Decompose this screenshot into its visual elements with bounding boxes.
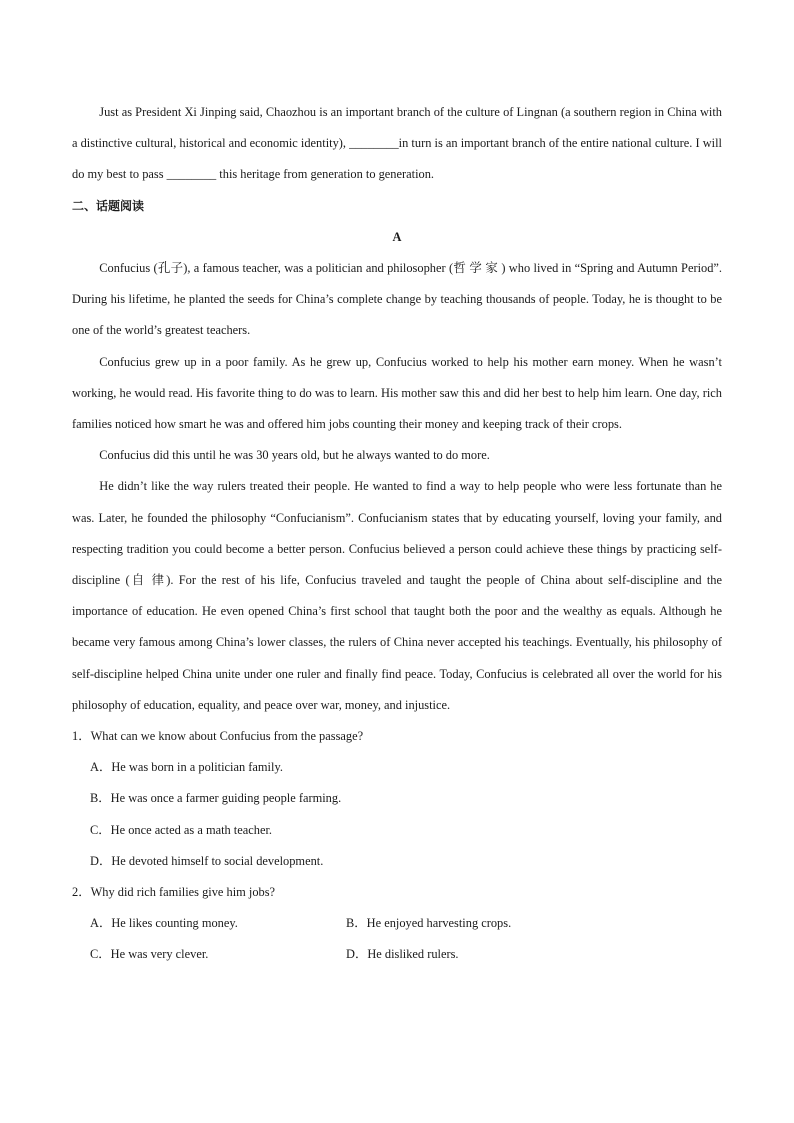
passage-paragraph: Confucius (孔子), a famous teacher, was a politician and philosopher (哲 学 家 ) who lived in “Spring and Autumn Period”. During his lifetime, he planted the seeds for China’s complete change by teaching thousands of people. Today, he is thought to be one of the world’s greatest teachers. (72, 261, 722, 338)
question-2-option-row (90, 939, 722, 970)
question-1-option-b[interactable]: B．He was once a farmer guiding people farming. (90, 791, 342, 806)
question-1-option-a[interactable]: A．He was born in a politician family. (90, 760, 283, 775)
question-2-stem: 2．Why did rich families give him jobs? (72, 885, 276, 900)
question-2-option-c[interactable]: C．He was very clever. (90, 947, 209, 962)
question-1-option-d[interactable]: D．He devoted himself to social development. (90, 853, 324, 868)
passage-paragraph: He didn’t like the way rulers treated their people. He wanted to find a way to help people who were less fortunate than he was. Later, he founded the philosophy “Confucianism”. Confucianism states that by educating yourself, loving your family, and respecting tradition you could become a better person. Confucius believed a person could achieve these things by practicing self-discipline (自 律). For the rest of his life, Confucius traveled and taught the people of China about self-discipline and the importance of education. He even opened China’s first school that taught both the poor and the wealthy as equals. Although he became very famous among China’s lower classes, the rulers of China never accepted his teachings. Eventually, his philosophy of self-discipline helped China unite under one ruler and finally find peace. Today, Confucius is celebrated all over the world for his philosophy of education, equality, and peace over war, money, and injustice. (72, 479, 722, 712)
question-2-option-d[interactable]: D．He disliked rulers. (346, 947, 459, 962)
question-2-options (72, 908, 722, 970)
question-1-option-c[interactable]: C．He once acted as a math teacher. (90, 822, 272, 837)
passage-paragraph: Confucius did this until he was 30 years old, but he always wanted to do more. (99, 448, 490, 463)
section-heading: 二、话题阅读 (72, 198, 145, 213)
intro-paragraph: Just as President Xi Jinping said, Chaozhou is an important branch of the culture of Lingnan (a southern region in China with a distinctive cultural, historical and economic identity), ________in turn is an important branch of the entire national culture. I will do my best to pass ________ this heritage from generation to generation. (72, 105, 722, 182)
question-1-options (72, 752, 722, 877)
passage-paragraph: Confucius grew up in a poor family. As he grew up, Confucius worked to help his mother earn money. When he wasn’t working, he would read. His favorite thing to do was to learn. His mother saw this and did her best to help him learn. One day, rich families noticed how smart he was and offered him jobs counting their money and keeping track of their crops. (72, 354, 722, 432)
question-2-option-row (90, 908, 722, 939)
question-2-option-b[interactable]: B．He enjoyed harvesting crops. (346, 916, 512, 931)
question-1-stem: 1．What can we know about Confucius from the passage? (72, 729, 364, 744)
passage-title: A (392, 229, 402, 244)
document-page (72, 97, 722, 971)
question-2-option-a[interactable]: A．He likes counting money. (90, 916, 238, 931)
